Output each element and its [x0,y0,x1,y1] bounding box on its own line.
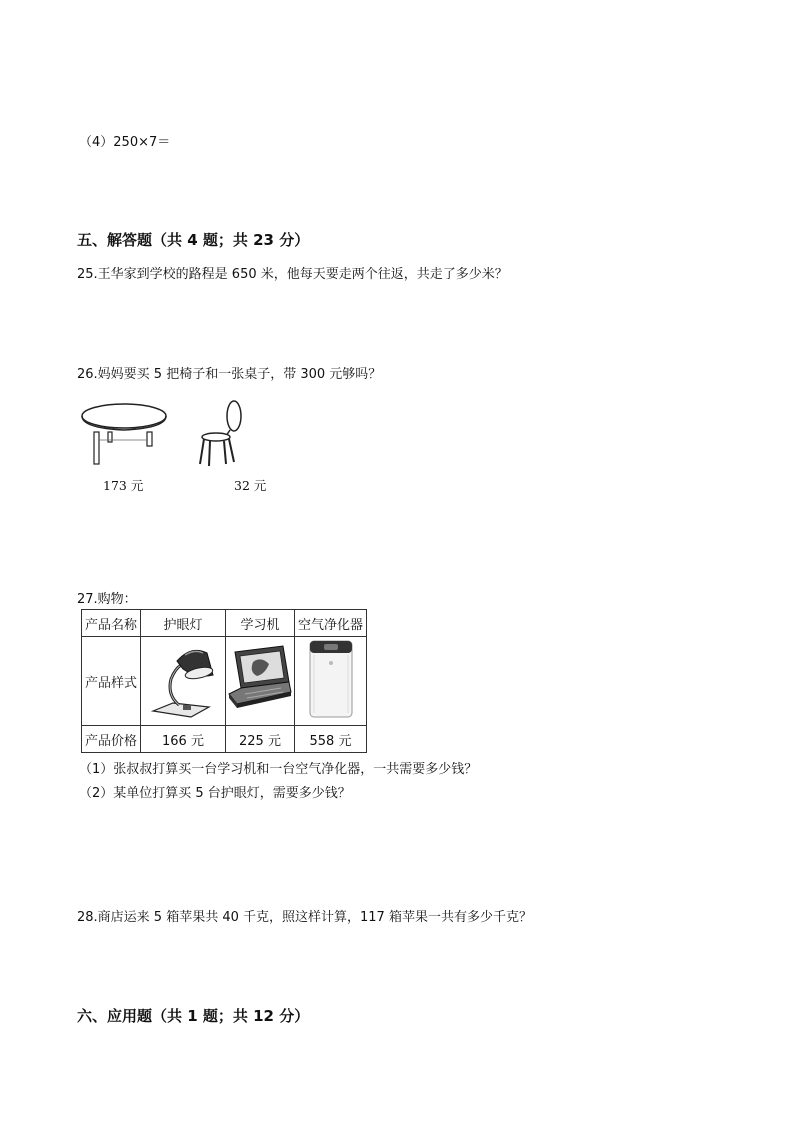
q25-text: 25.王华家到学校的路程是 650 米，他每天要走两个往返，共走了多少米？ [77,267,508,282]
header-cell: 护眼灯 [141,610,226,637]
q27-sub2: （2）某单位打算买 5 台护眼灯，需要多少钱？ [79,786,351,801]
machine-cell [226,637,295,726]
table-row [82,726,367,753]
lamp-cell [141,637,226,726]
price-cell: 225 元 [226,726,295,753]
table-row [82,637,367,726]
desk-lamp-icon [147,639,219,719]
chair-price: 32 元 [234,478,267,493]
table-price: 173 元 [103,478,144,493]
row-label: 产品价格 [82,726,141,753]
q27-sub1: （1）张叔叔打算买一台学习机和一台空气净化器，一共需要多少钱？ [79,762,478,777]
header-cell: 空气净化器 [295,610,367,637]
air-purifier-icon [306,639,356,719]
learning-machine-icon [227,642,293,716]
row-label: 产品样式 [82,637,141,726]
header-cell: 产品名称 [82,610,141,637]
price-cell: 166 元 [141,726,226,753]
price-cell: 558 元 [295,726,367,753]
q28-text: 28.商店运来 5 箱苹果共 40 千克，照这样计算，117 箱苹果一共有多少千克？ [77,910,532,925]
q24-part4: （4）250×7＝ [79,135,171,150]
q27-title: 27.购物： [77,592,137,607]
chair-icon [196,400,244,468]
table-row [82,610,367,637]
section6-title: 六、应用题（共 1 题；共 12 分） [77,1007,310,1025]
section5-title: 五、解答题（共 4 题；共 23 分） [77,231,310,249]
product-table [81,609,367,753]
q26-text: 26.妈妈要买 5 把椅子和一张桌子，带 300 元够吗？ [77,367,382,382]
purifier-cell [295,637,367,726]
header-cell: 学习机 [226,610,295,637]
round-table-icon [80,402,168,468]
